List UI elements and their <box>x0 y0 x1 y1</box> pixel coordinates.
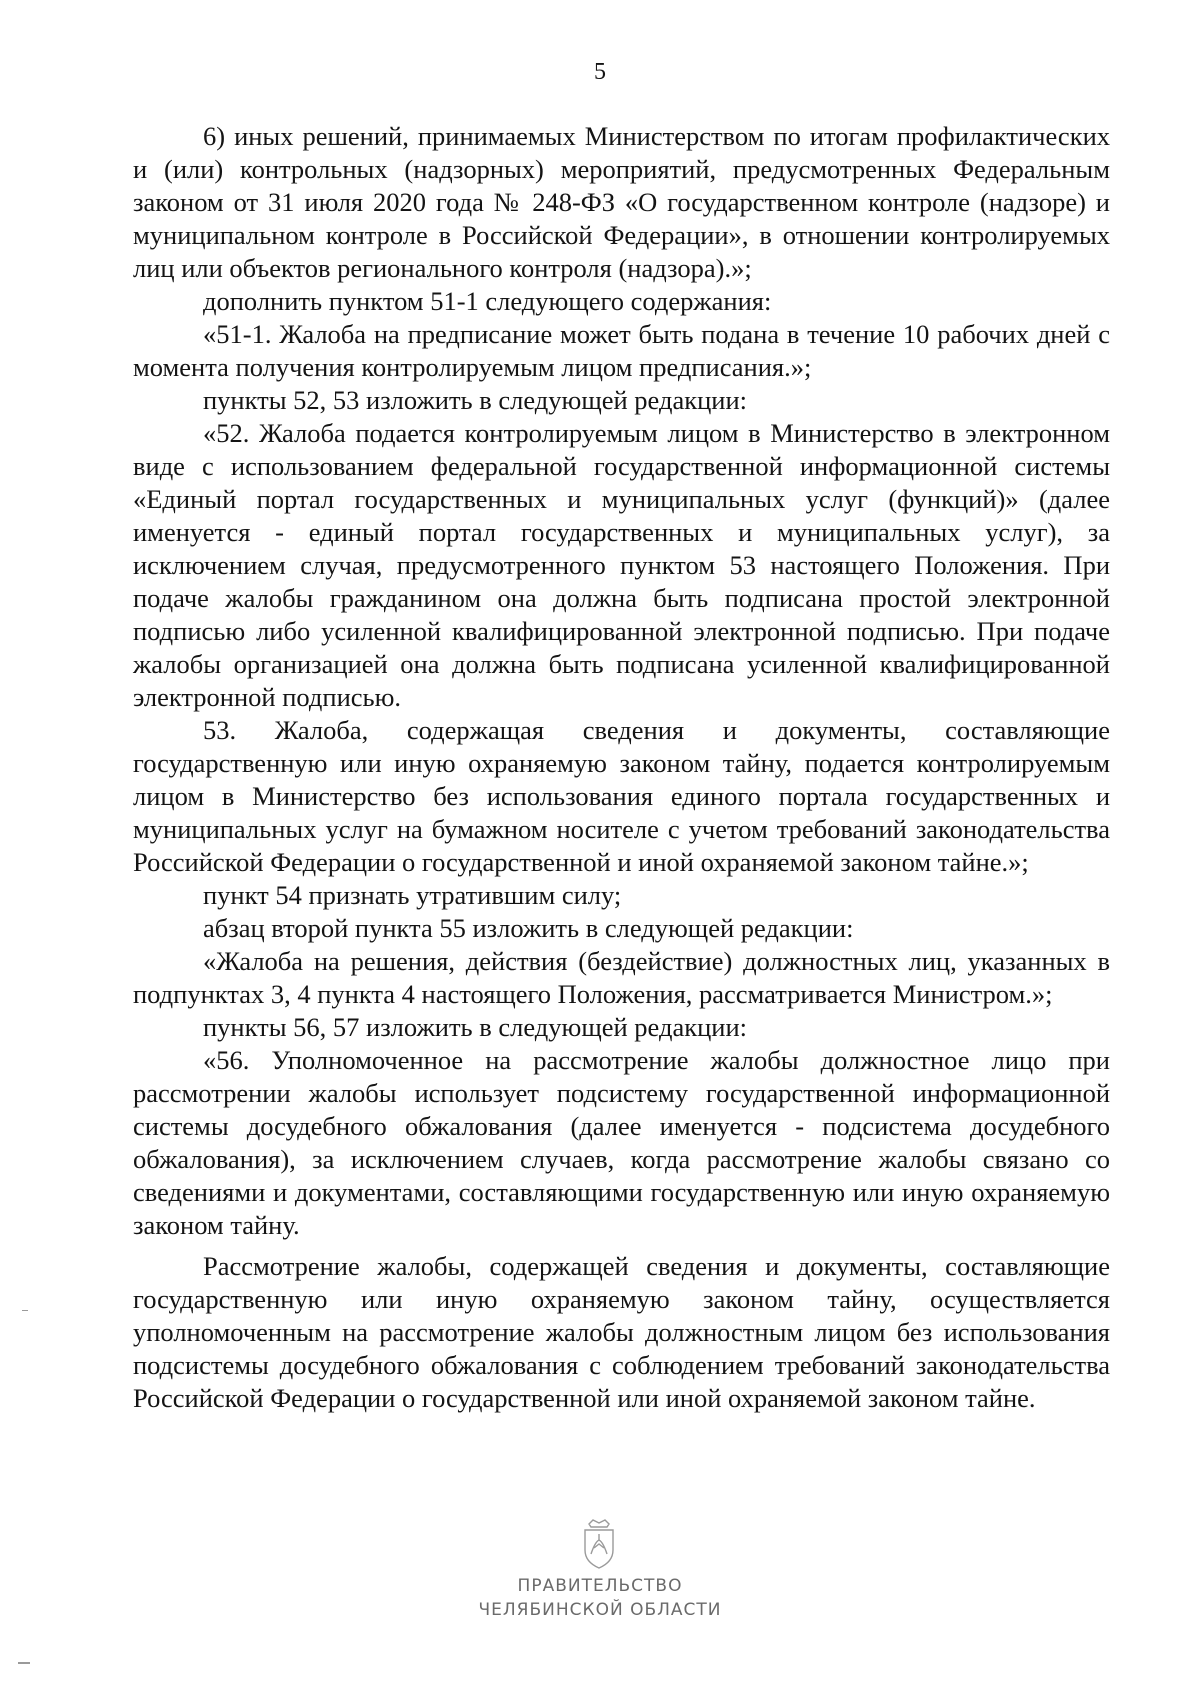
scan-speck <box>22 1310 28 1311</box>
paragraph-amend-52-53: пункты 52, 53 изложить в следующей редакции: <box>203 385 748 415</box>
paragraph-amend-55: абзац второй пункта 55 изложить в следующей редакции: <box>203 913 854 943</box>
paragraph-54-void: пункт 54 признать утратившим силу; <box>203 880 622 910</box>
paragraph-amend-56-57: пункты 56, 57 изложить в следующей редакции: <box>203 1012 748 1042</box>
paragraph-56-second: Рассмотрение жалобы, содержащей сведения и документы, составляющие государственную или иную охраняемую законом тайну, осуществляется уполномоченным на рассмотрение жалобы должностным лицом без использования подсистемы досудебного обжалования с соблюдением требований законодательства Российской Федерации о государственной или иной охраняемой законом тайне. <box>133 1251 1110 1413</box>
paragraph-52: «52. Жалоба подается контролируемым лицом в Министерство в электронном виде с использованием федеральной государственной информационной системы «Единый портал государственных и муниципальных услуг (функций)» (далее именуется - единый портал государственных и муниципальных услуг), за исключением случая, предусмотренного пунктом 53 настоящего Положения. При подаче жалобы гражданином она должна быть подписана простой электронной подписью либо усиленной квалифицированной электронной подписью. При подаче жалобы организацией она должна быть подписана усиленной квалифицированной электронной подписью. <box>133 418 1110 712</box>
scan-speck <box>18 1662 30 1664</box>
page-number: 5 <box>594 59 606 85</box>
paragraph-55-text: «Жалоба на решения, действия (бездействие) должностных лиц, указанных в подпунктах 3, 4 пункта 4 настоящего Положения, рассматривается Министром.»; <box>133 946 1110 1009</box>
stamp-government-chelyabinsk <box>0 1574 1200 1622</box>
paragraph-53: 53. Жалоба, содержащая сведения и документы, составляющие государственную или иную охраняемую законом тайну, подается контролируемым лицом в Министерство без использования единого портала государственных и муниципальных услуг на бумажном носителе с учетом требований законодательства Российской Федерации о государственной и иной охраняемой законом тайне.»; <box>133 715 1110 877</box>
paragraph-56: «56. Уполномоченное на рассмотрение жалобы должностное лицо при рассмотрении жалобы использует подсистему государственной информационной системы досудебного обжалования (далее именуется - подсистема досудебного обжалования), за исключением случаев, когда рассмотрение жалобы связано со сведениями и документами, составляющими государственную или иную охраняемую законом тайну. <box>133 1045 1110 1240</box>
paragraph-add-51-1: дополнить пунктом 51-1 следующего содержания: <box>203 286 772 316</box>
stamp-line-government: ПРАВИТЕЛЬСТВО <box>517 1576 683 1596</box>
paragraph-51-1: «51-1. Жалоба на предписание может быть подана в течение 10 рабочих дней с момента получения контролируемым лицом предписания.»; <box>133 319 1110 382</box>
stamp-line-region: ЧЕЛЯБИНСКОЙ ОБЛАСТИ <box>478 1600 722 1620</box>
document-body <box>133 120 1110 1415</box>
paragraph-item-6: 6) иных решений, принимаемых Министерством по итогам профилактических и (или) контрольных (надзорных) мероприятий, предусмотренных Федеральным законом от 31 июля 2020 года № 248-ФЗ «О государственном контроле (надзоре) и муниципальном контроле в Российской Федерации», в отношении контролируемых лиц или объектов регионального контроля (надзора).»; <box>133 121 1110 283</box>
coat-of-arms-icon <box>577 1518 621 1570</box>
